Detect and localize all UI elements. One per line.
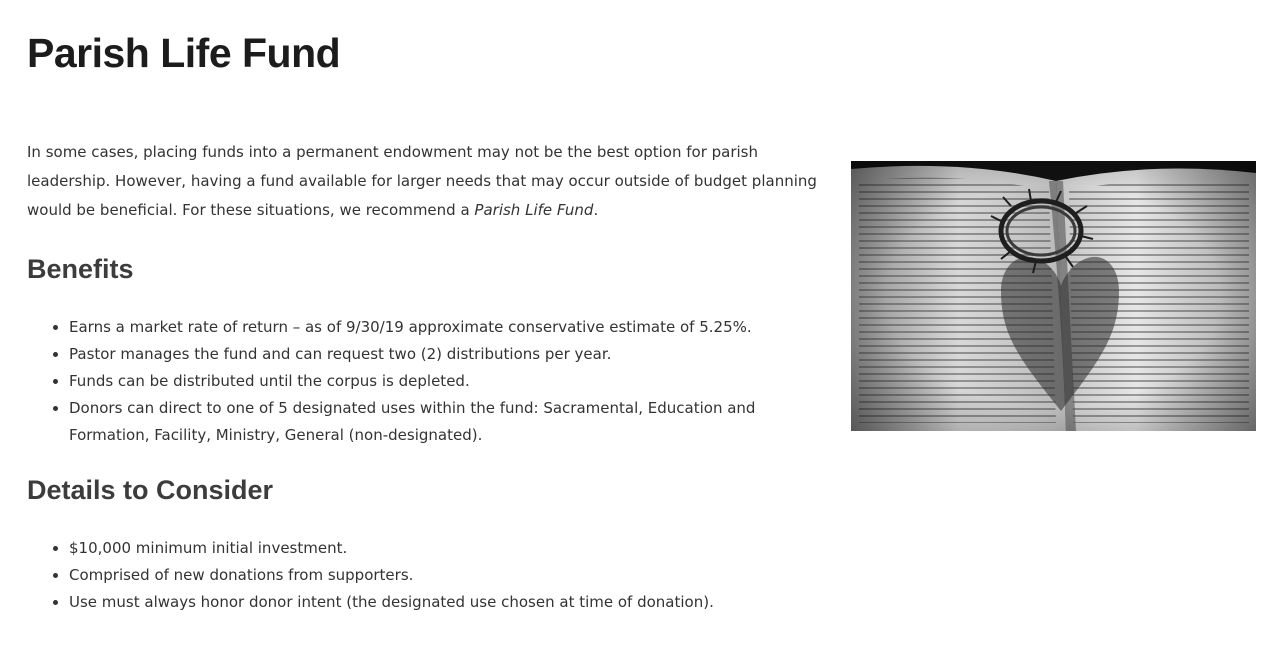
intro-text-end: . xyxy=(593,201,599,219)
intro-emphasis: Parish Life Fund xyxy=(474,201,594,219)
list-item: • Comprised of new donations from supporters. xyxy=(69,562,827,589)
intro-text: In some cases, placing funds into a permanent endowment may not be the best option for parish leadership. However, having a fund available for larger needs that may occur outside of budget planning would be beneficial. For these situations, we recommend a xyxy=(27,143,817,219)
list-item: • Donors can direct to one of 5 designated uses within the fund: Sacramental, Education and Formation, Facility, Ministry, General (non-designated). xyxy=(69,395,809,449)
intro-paragraph xyxy=(27,138,827,225)
benefits-list xyxy=(27,314,809,449)
page-title: Parish Life Fund xyxy=(27,30,341,76)
list-item: • $10,000 minimum initial investment. xyxy=(69,535,827,562)
details-heading: Details to Consider xyxy=(27,475,274,505)
list-item: • Earns a market rate of return – as of 9/30/19 approximate conservative estimate of 5.25%. xyxy=(69,314,809,341)
details-list xyxy=(27,535,827,616)
content-column xyxy=(27,138,827,616)
list-item: • Pastor manages the fund and can request two (2) distributions per year. xyxy=(69,341,809,368)
bible-crown-of-thorns-image xyxy=(851,161,1256,431)
list-item: • Use must always honor donor intent (the designated use chosen at time of donation). xyxy=(69,589,827,616)
benefits-heading: Benefits xyxy=(27,254,134,284)
list-item: • Funds can be distributed until the corpus is depleted. xyxy=(69,368,809,395)
